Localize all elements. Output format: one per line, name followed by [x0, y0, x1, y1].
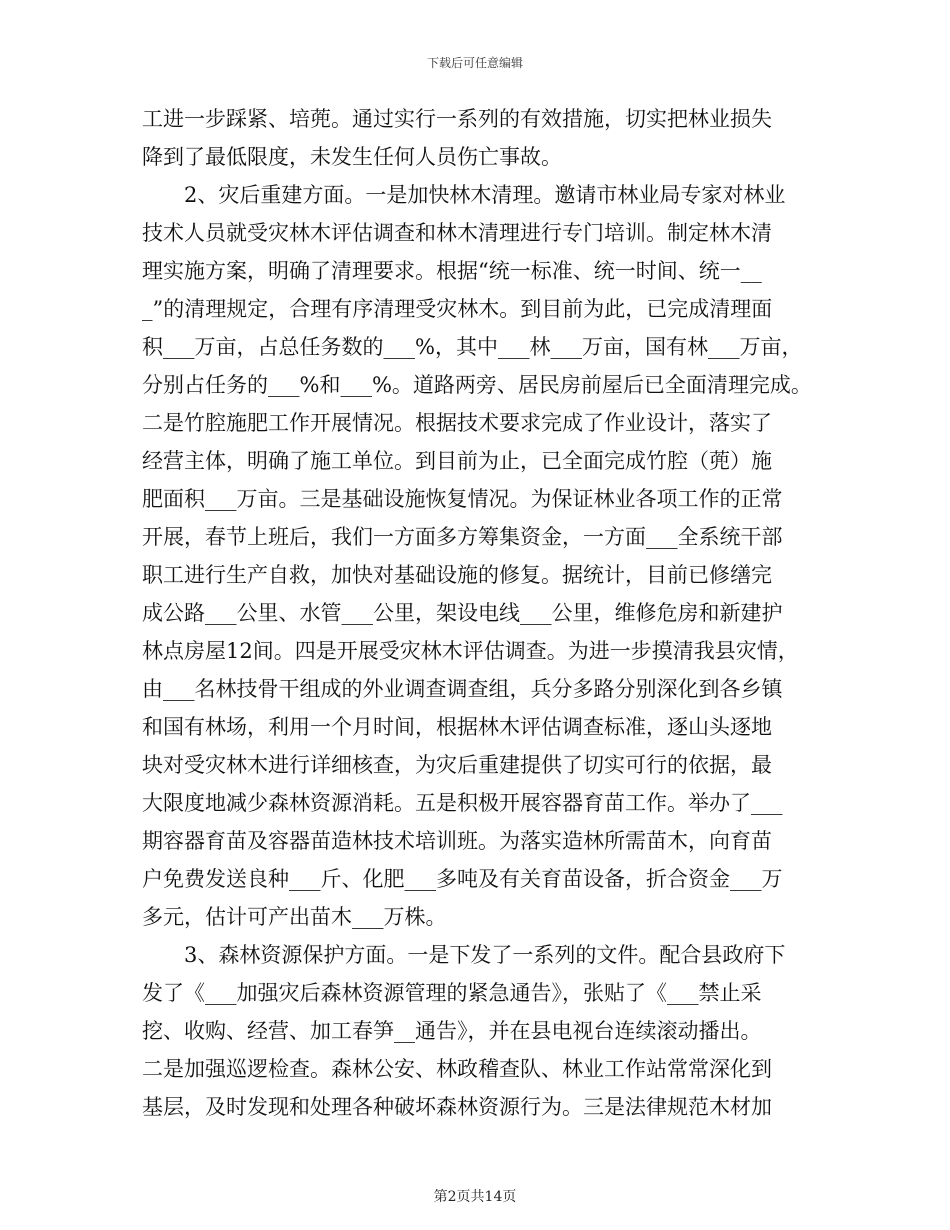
body-text-line: 职工进行生产自救，加快对基础设施的修复。据统计，目前已修缮完: [142, 563, 772, 587]
body-text-line: 和国有林场，利用一个月时间，根据林木评估调查标准，逐山头逐地: [142, 715, 772, 739]
body-text-line: 户免费发送良种___斤、化肥___多吨及有关育苗设备，折合资金___万: [142, 867, 783, 891]
body-text-line: 挖、收购、经营、加工春笋__通告》，并在县电视台连续滚动播出。: [142, 1019, 762, 1043]
body-text-line: 大限度地减少森林资源消耗。五是积极开展容器育苗工作。举办了___: [142, 791, 783, 815]
page-header: 下载后可任意编辑: [426, 56, 523, 70]
body-text-line: 肥面积___万亩。三是基础设施恢复情况。为保证林业各项工作的正常: [142, 487, 783, 511]
body-text-line: 林点房屋12间。四是开展受灾林木评估调查。为进一步摸清我县灾情，: [142, 639, 799, 663]
page-footer: 第2页共14页: [433, 1189, 517, 1205]
body-text-line: 二是竹腔施肥工作开展情况。根据技术要求完成了作业设计，落实了: [142, 411, 772, 435]
body-text-line: 发了《___加强灾后森林资源管理的紧急通告》，张贴了《___禁止采: [142, 981, 762, 1005]
body-text-line: _”的清理规定，合理有序清理受灾林木。到目前为此，已完成清理面: [142, 297, 773, 321]
body-text-line: 二是加强巡逻检查。森林公安、林政稽查队、林业工作站常常深化到: [142, 1057, 772, 1081]
body-text-line: 积___万亩，占总任务数的___%，其中___林___万亩，国有林___万亩，: [142, 335, 803, 359]
body-text-line: 工进一步踩紧、培蔸。通过实行一系列的有效措施，切实把林业损失: [142, 107, 772, 131]
body-text-line: 块对受灾林木进行详细核查，为灾后重建提供了切实可行的依据，最: [142, 753, 772, 777]
body-text-line: 基层，及时发现和处理各种破坏森林资源行为。三是法律规范木材加: [142, 1095, 772, 1119]
body-text-line: 技术人员就受灾林木评估调查和林木清理进行专门培训。制定林木清: [142, 221, 772, 245]
body-text-line: 成公路___公里、水管___公里，架设电线___公里，维修危房和新建护: [142, 601, 783, 625]
body-text-line: 分别占任务的___%和___%。道路两旁、居民房前屋后已全面清理完成。: [142, 373, 812, 397]
body-text-line: 期容器育苗及容器苗造林技术培训班。为落实造林所需苗木，向育苗: [142, 829, 772, 853]
body-text-line: 3、森林资源保护方面。一是下发了一系列的文件。配合县政府下: [142, 943, 786, 967]
body-text-line: 开展，春节上班后，我们一方面多方筹集资金，一方面___全系统干部: [142, 525, 783, 549]
body-text-line: 2、灾后重建方面。一是加快林木清理。邀请市林业局专家对林业: [142, 183, 786, 207]
document-body: [142, 100, 814, 1126]
body-text-line: 经营主体，明确了施工单位。到目前为止，已全面完成竹腔（蔸）施: [142, 449, 772, 473]
body-text-line: 由___名林技骨干组成的外业调查调查组，兵分多路分别深化到各乡镇: [142, 677, 783, 701]
body-text-line: 理实施方案，明确了清理要求。根据“统一标准、统一时间、统一__: [142, 259, 762, 283]
body-text-line: 多元，估计可产出苗木___万株。: [142, 905, 447, 929]
body-text-line: 降到了最低限度，未发生任何人员伤亡事故。: [142, 145, 562, 169]
